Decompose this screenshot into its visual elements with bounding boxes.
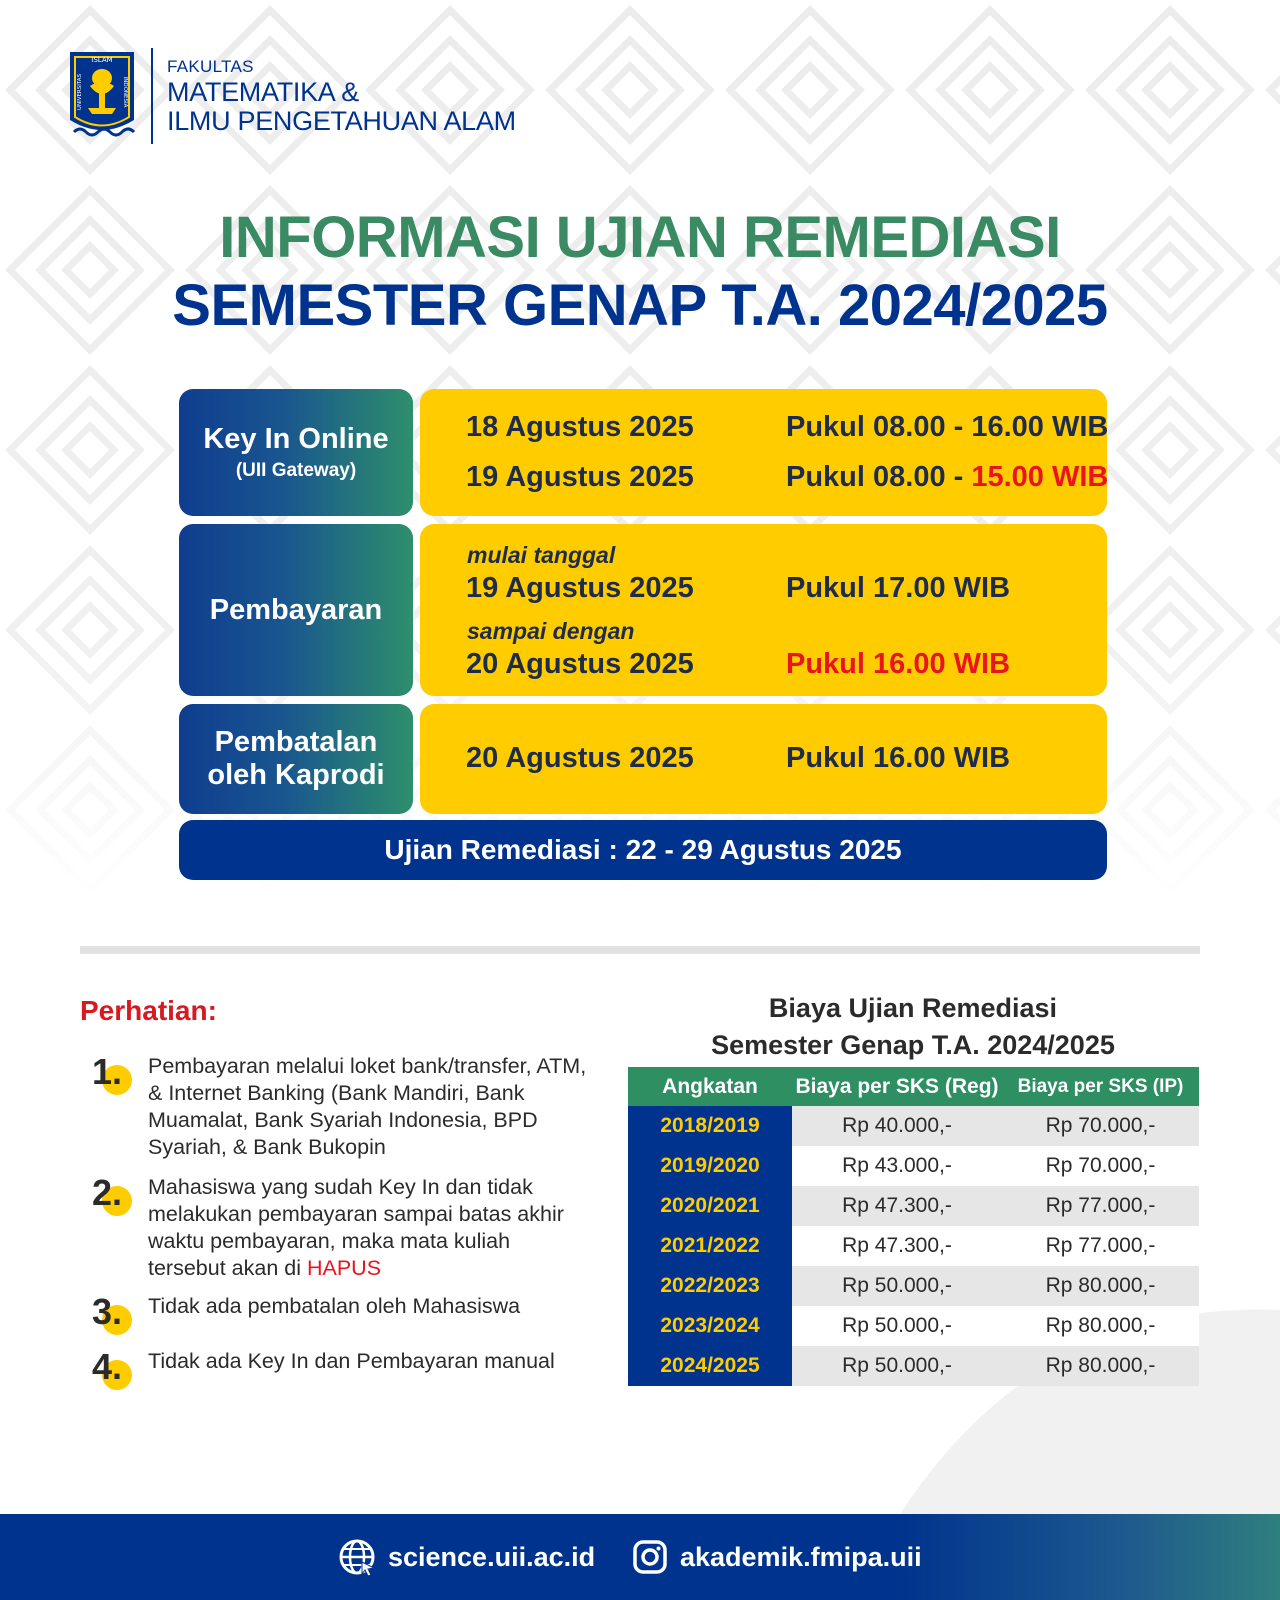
footer-bar (0, 1514, 1280, 1600)
ip-cost-cell: Rp 77.000,- (1002, 1186, 1199, 1226)
section-divider (80, 946, 1200, 954)
key-in-schedule-box (420, 389, 1107, 516)
payment-start-date: 19 Agustus 2025 (466, 572, 694, 604)
note-text: Tidak ada pembatalan oleh Mahasiswa (148, 1294, 521, 1318)
payment-start-note: mulai tanggal (467, 542, 616, 568)
ip-cost-cell: Rp 70.000,- (1002, 1146, 1199, 1186)
payment-label-box (179, 524, 413, 696)
table-row (628, 1186, 1199, 1226)
note-number: 1. (92, 1051, 123, 1092)
cancel-time: Pukul 16.00 WIB (786, 742, 1011, 774)
note-number-badge (86, 1348, 136, 1392)
table-row (628, 1226, 1199, 1266)
note-text: Tidak ada Key In dan Pembayaran manual (148, 1349, 555, 1373)
key-in-date-1: 18 Agustus 2025 (466, 411, 694, 443)
year-cell: 2022/2023 (628, 1266, 792, 1306)
reg-cost-cell: Rp 50.000,- (792, 1266, 1002, 1306)
key-in-label: Key In Online (203, 423, 389, 455)
key-in-time-2-prefix: Pukul 08.00 - (786, 461, 972, 493)
header-angkatan: Angkatan (628, 1067, 792, 1106)
faculty-line3: ILMU PENGETAHUAN ALAM (167, 106, 516, 136)
cost-title-line1: Biaya Ujian Remediasi (768, 993, 1058, 1023)
footer-instagram-link[interactable] (632, 1514, 922, 1600)
page-title-line1: INFORMASI UJIAN REMEDIASI (219, 205, 1061, 270)
ip-cost-cell: Rp 77.000,- (1002, 1226, 1199, 1266)
header-reg: Biaya per SKS (Reg) (792, 1067, 1002, 1106)
note-number: 3. (92, 1291, 123, 1332)
header-divider (151, 48, 153, 144)
key-in-sublabel: (UII Gateway) (235, 460, 357, 481)
note-text-highlight: HAPUS (306, 1256, 382, 1280)
year-cell: 2018/2019 (628, 1106, 792, 1146)
website-text: science.uii.ac.id (388, 1541, 596, 1572)
table-row (628, 1106, 1199, 1146)
payment-end-note: sampai dengan (467, 618, 635, 644)
note-item-4 (80, 1348, 600, 1388)
page-title-line2: SEMESTER GENAP T.A. 2024/2025 (172, 273, 1108, 338)
reg-cost-cell: Rp 47.300,- (792, 1226, 1002, 1266)
instagram-icon (632, 1539, 668, 1575)
note-number: 4. (92, 1346, 123, 1387)
note-item-1 (80, 1053, 600, 1163)
emblem-right-text: INDONESIA (122, 76, 128, 108)
payment-end-row (466, 648, 1011, 681)
note-text (148, 1174, 588, 1282)
table-row (628, 1346, 1199, 1386)
footer-website-link[interactable] (338, 1514, 595, 1600)
cancel-label-box (179, 704, 413, 814)
emblem-top-text: ISLAM (91, 56, 113, 64)
key-in-time-2 (786, 461, 1108, 494)
uii-emblem-icon (66, 48, 138, 144)
cancel-label-line1: Pembatalan (214, 726, 378, 758)
table-row (628, 1306, 1199, 1346)
cost-table (628, 1067, 1199, 1386)
reg-cost-cell: Rp 47.300,- (792, 1186, 1002, 1226)
note-item-2 (80, 1174, 600, 1284)
payment-label: Pembayaran (209, 593, 383, 626)
year-cell: 2021/2022 (628, 1226, 792, 1266)
year-cell: 2023/2024 (628, 1306, 792, 1346)
note-number-badge (86, 1293, 136, 1337)
faculty-name (167, 58, 516, 135)
key-in-row-1 (466, 411, 1109, 444)
ip-cost-cell: Rp 80.000,- (1002, 1306, 1199, 1346)
note-text: Pembayaran melalui loket bank/transfer, ATM, & Internet Banking (Bank Mandiri, Bank Muamalat, Bank Syariah Indonesia, BPD Syariah, & Bank Bukopin (148, 1054, 587, 1159)
payment-end-time: Pukul 16.00 WIB (786, 648, 1011, 680)
payment-start-row (466, 572, 1011, 605)
faculty-line2: MATEMATIKA & (167, 77, 359, 107)
cancel-label-line2: oleh Kaprodi (207, 759, 385, 791)
notes-heading: Perhatian: (80, 995, 217, 1026)
faculty-line1: FAKULTAS (167, 57, 254, 76)
year-cell: 2019/2020 (628, 1146, 792, 1186)
reg-cost-cell: Rp 50.000,- (792, 1346, 1002, 1386)
key-in-time-2-deadline: 15.00 WIB (971, 461, 1109, 493)
cost-title-line2: Semester Genap T.A. 2024/2025 (711, 1030, 1115, 1060)
ip-cost-cell: Rp 80.000,- (1002, 1346, 1199, 1386)
cancel-schedule-box (420, 704, 1107, 814)
reg-cost-cell: Rp 50.000,- (792, 1306, 1002, 1346)
payment-end-date: 20 Agustus 2025 (466, 648, 694, 680)
payment-start-time: Pukul 17.00 WIB (786, 572, 1011, 604)
key-in-label-box (179, 389, 413, 516)
exam-period-bar: Ujian Remediasi : 22 - 29 Agustus 2025 (179, 820, 1107, 880)
emblem-left-text: UNIVERSITAS (77, 73, 83, 111)
key-in-time-1: Pukul 08.00 - 16.00 WIB (786, 411, 1109, 443)
table-row (628, 1266, 1199, 1306)
note-number-badge (86, 1053, 136, 1097)
instagram-text: akademik.fmipa.uii (680, 1541, 922, 1572)
cost-table-title (628, 990, 1198, 1064)
payment-schedule-box (420, 524, 1107, 696)
table-row (628, 1146, 1199, 1186)
reg-cost-cell: Rp 43.000,- (792, 1146, 1002, 1186)
note-number: 2. (92, 1172, 123, 1213)
note-text-body: Mahasiswa yang sudah Key In dan tidak melakukan pembayaran sampai batas akhir waktu pembayaran, maka mata kuliah tersebut akan di (148, 1175, 564, 1280)
cancel-row (466, 742, 1011, 775)
year-cell: 2020/2021 (628, 1186, 792, 1226)
cancel-date: 20 Agustus 2025 (466, 742, 694, 774)
note-number-badge (86, 1174, 136, 1218)
reg-cost-cell: Rp 40.000,- (792, 1106, 1002, 1146)
key-in-date-2: 19 Agustus 2025 (466, 461, 694, 493)
table-header-row (628, 1067, 1199, 1106)
header-ip: Biaya per SKS (IP) (1002, 1067, 1199, 1106)
year-cell: 2024/2025 (628, 1346, 792, 1386)
ip-cost-cell: Rp 70.000,- (1002, 1106, 1199, 1146)
key-in-row-2 (466, 461, 1109, 494)
ip-cost-cell: Rp 80.000,- (1002, 1266, 1199, 1306)
note-item-3 (80, 1293, 600, 1333)
globe-icon (338, 1538, 376, 1576)
